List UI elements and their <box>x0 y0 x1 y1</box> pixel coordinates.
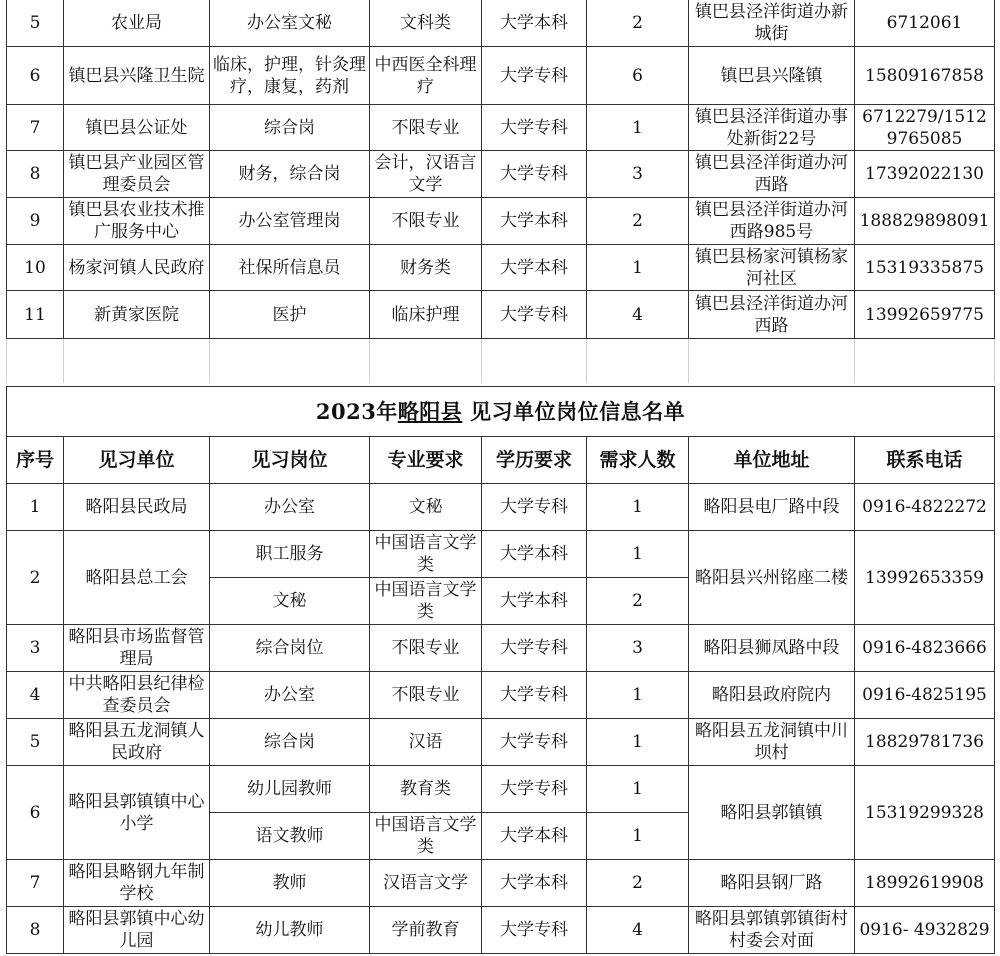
cell-count: 6 <box>587 47 689 105</box>
cell-no: 11 <box>7 291 64 339</box>
table-row <box>7 672 995 719</box>
header-count: 需求人数 <box>587 437 689 484</box>
lueyang-table <box>6 386 995 954</box>
cell-post: 文秘 <box>210 578 370 625</box>
cell-count: 1 <box>587 105 689 151</box>
cell-post: 临床，护理，针灸理疗，康复，药剂 <box>210 47 370 105</box>
cell-no: 9 <box>7 198 64 245</box>
cell-major: 中国语言文学类 <box>370 578 482 625</box>
cell-phone: 17392022130 <box>855 151 995 198</box>
cell-phone: 0916-4823666 <box>855 625 995 672</box>
cell-unit: 新黄家医院 <box>64 291 210 339</box>
cell-no: 6 <box>7 47 64 105</box>
cell-major: 文秘 <box>370 484 482 531</box>
title-year: 2023年 <box>315 398 398 424</box>
cell-no: 4 <box>7 672 64 719</box>
cell-edu: 大学专科 <box>482 766 587 813</box>
cell-post: 财务，综合岗 <box>210 151 370 198</box>
blank-cell <box>587 339 689 383</box>
cell-count: 1 <box>587 484 689 531</box>
table-row <box>7 198 995 245</box>
table-row <box>7 151 995 198</box>
cell-phone: 6712061 <box>855 0 995 47</box>
blank-cell <box>482 339 587 383</box>
cell-unit: 镇巴县兴隆卫生院 <box>64 47 210 105</box>
table-row <box>7 484 995 531</box>
blank-cell <box>210 339 370 383</box>
cell-unit: 杨家河镇人民政府 <box>64 245 210 291</box>
cell-no: 8 <box>7 151 64 198</box>
table-row <box>7 531 995 578</box>
cell-major: 文科类 <box>370 0 482 47</box>
cell-edu: 大学专科 <box>482 291 587 339</box>
cell-major: 临床护理 <box>370 291 482 339</box>
blank-cell <box>855 339 995 383</box>
cell-count: 2 <box>587 0 689 47</box>
cell-edu: 大学本科 <box>482 813 587 860</box>
cell-no: 6 <box>7 766 64 860</box>
header-edu: 学历要求 <box>482 437 587 484</box>
cell-count: 4 <box>587 291 689 339</box>
cell-unit: 略阳县郭镇中心幼儿园 <box>64 907 210 954</box>
cell-phone: 0916-4825195 <box>855 672 995 719</box>
cell-count: 2 <box>587 578 689 625</box>
header-row <box>7 437 995 484</box>
cell-major: 汉语言文学 <box>370 860 482 907</box>
table-title <box>7 387 995 437</box>
cell-edu: 大学本科 <box>482 245 587 291</box>
table-row <box>7 245 995 291</box>
cell-unit: 农业局 <box>64 0 210 47</box>
table-row <box>7 860 995 907</box>
cell-addr: 镇巴县泾洋街道办事处新街22号 <box>689 105 855 151</box>
cell-edu: 大学本科 <box>482 198 587 245</box>
blank-cell <box>370 339 482 383</box>
cell-count: 2 <box>587 198 689 245</box>
cell-addr: 镇巴县泾洋街道办河西路985号 <box>689 198 855 245</box>
header-no: 序号 <box>7 437 64 484</box>
cell-addr: 略阳县电厂路中段 <box>689 484 855 531</box>
cell-count: 3 <box>587 151 689 198</box>
cell-unit: 略阳县总工会 <box>64 531 210 625</box>
cell-phone: 0916-4822272 <box>855 484 995 531</box>
cell-phone: 18829781736 <box>855 719 995 766</box>
title-text: 见习单位岗位信息名单 <box>470 398 686 424</box>
cell-count: 1 <box>587 245 689 291</box>
table-row <box>7 0 995 47</box>
cell-major: 不限专业 <box>370 672 482 719</box>
cell-no: 7 <box>7 105 64 151</box>
blank-cell <box>689 339 855 383</box>
cell-major: 中国语言文学类 <box>370 531 482 578</box>
cell-unit: 镇巴县产业园区管理委员会 <box>64 151 210 198</box>
cell-no: 2 <box>7 531 64 625</box>
cell-unit: 镇巴县公证处 <box>64 105 210 151</box>
cell-major: 会计，汉语言文学 <box>370 151 482 198</box>
cell-phone: 15319299328 <box>855 766 995 860</box>
cell-edu: 大学本科 <box>482 531 587 578</box>
cell-major: 不限专业 <box>370 198 482 245</box>
cell-post: 幼儿教师 <box>210 907 370 954</box>
blank-cell <box>64 339 210 383</box>
header-unit: 见习单位 <box>64 437 210 484</box>
cell-no: 3 <box>7 625 64 672</box>
cell-addr: 略阳县狮凤路中段 <box>689 625 855 672</box>
blank-cell <box>7 339 64 383</box>
cell-edu: 大学本科 <box>482 0 587 47</box>
cell-phone: 18992619908 <box>855 860 995 907</box>
cell-post: 语文教师 <box>210 813 370 860</box>
cell-phone: 0916- 4932829 <box>855 907 995 954</box>
cell-major: 财务类 <box>370 245 482 291</box>
cell-phone: 13992653359 <box>855 531 995 625</box>
cell-major: 学前教育 <box>370 907 482 954</box>
table-row <box>7 47 995 105</box>
cell-no: 10 <box>7 245 64 291</box>
table-row <box>7 907 995 954</box>
cell-addr: 略阳县郭镇郭镇街村村委会对面 <box>689 907 855 954</box>
table-row <box>7 105 995 151</box>
cell-edu: 大学专科 <box>482 151 587 198</box>
cell-no: 7 <box>7 860 64 907</box>
cell-post: 办公室管理岗 <box>210 198 370 245</box>
cell-no: 1 <box>7 484 64 531</box>
cell-post: 办公室 <box>210 484 370 531</box>
cell-major: 汉语 <box>370 719 482 766</box>
blank-row <box>7 339 995 383</box>
table-row <box>7 766 995 813</box>
cell-addr: 镇巴县杨家河镇杨家河社区 <box>689 245 855 291</box>
cell-major: 不限专业 <box>370 625 482 672</box>
title-region: 略阳县 <box>397 398 463 424</box>
cell-unit: 镇巴县农业技术推广服务中心 <box>64 198 210 245</box>
cell-post: 医护 <box>210 291 370 339</box>
cell-phone: 6712279/15129765085 <box>855 105 995 151</box>
cell-addr: 镇巴县泾洋街道办河西路 <box>689 151 855 198</box>
cell-edu: 大学本科 <box>482 860 587 907</box>
cell-addr: 略阳县兴州铭座二楼 <box>689 531 855 625</box>
cell-edu: 大学专科 <box>482 625 587 672</box>
cell-count: 1 <box>587 672 689 719</box>
cell-post: 综合岗 <box>210 719 370 766</box>
cell-edu: 大学专科 <box>482 47 587 105</box>
cell-no: 5 <box>7 0 64 47</box>
cell-post: 职工服务 <box>210 531 370 578</box>
cell-count: 4 <box>587 907 689 954</box>
cell-count: 1 <box>587 766 689 813</box>
cell-edu: 大学专科 <box>482 672 587 719</box>
cell-phone: 15809167858 <box>855 47 995 105</box>
cell-count: 1 <box>587 531 689 578</box>
cell-post: 教师 <box>210 860 370 907</box>
cell-unit: 略阳县郭镇镇中心小学 <box>64 766 210 860</box>
zhenba-table <box>6 0 995 383</box>
cell-unit: 略阳县民政局 <box>64 484 210 531</box>
cell-addr: 略阳县钢厂路 <box>689 860 855 907</box>
cell-count: 3 <box>587 625 689 672</box>
cell-unit: 中共略阳县纪律检查委员会 <box>64 672 210 719</box>
table-row <box>7 719 995 766</box>
header-post: 见习岗位 <box>210 437 370 484</box>
cell-post: 幼儿园教师 <box>210 766 370 813</box>
cell-major: 不限专业 <box>370 105 482 151</box>
cell-no: 5 <box>7 719 64 766</box>
cell-post: 社保所信息员 <box>210 245 370 291</box>
cell-phone: 188829898091 <box>855 198 995 245</box>
cell-edu: 大学专科 <box>482 484 587 531</box>
cell-no: 8 <box>7 907 64 954</box>
header-addr: 单位地址 <box>689 437 855 484</box>
cell-addr: 略阳县郭镇镇 <box>689 766 855 860</box>
cell-unit: 略阳县略钢九年制学校 <box>64 860 210 907</box>
cell-major: 中西医全科理疗 <box>370 47 482 105</box>
cell-major: 教育类 <box>370 766 482 813</box>
cell-edu: 大学专科 <box>482 719 587 766</box>
cell-edu: 大学本科 <box>482 578 587 625</box>
header-major: 专业要求 <box>370 437 482 484</box>
cell-phone: 15319335875 <box>855 245 995 291</box>
cell-unit: 略阳县市场监督管理局 <box>64 625 210 672</box>
cell-count: 1 <box>587 813 689 860</box>
cell-post: 综合岗位 <box>210 625 370 672</box>
cell-unit: 略阳县五龙洞镇人民政府 <box>64 719 210 766</box>
cell-addr: 镇巴县泾洋街道办河西路 <box>689 291 855 339</box>
cell-post: 办公室 <box>210 672 370 719</box>
cell-addr: 略阳县政府院内 <box>689 672 855 719</box>
cell-post: 办公室文秘 <box>210 0 370 47</box>
cell-post: 综合岗 <box>210 105 370 151</box>
cell-addr: 略阳县五龙洞镇中川坝村 <box>689 719 855 766</box>
cell-phone: 13992659775 <box>855 291 995 339</box>
cell-count: 1 <box>587 719 689 766</box>
cell-addr: 镇巴县泾洋街道办新城街 <box>689 0 855 47</box>
cell-major: 中国语言文学类 <box>370 813 482 860</box>
cell-edu: 大学专科 <box>482 105 587 151</box>
table-row <box>7 291 995 339</box>
header-phone: 联系电话 <box>855 437 995 484</box>
cell-count: 2 <box>587 860 689 907</box>
cell-edu: 大学专科 <box>482 907 587 954</box>
cell-addr: 镇巴县兴隆镇 <box>689 47 855 105</box>
table-row <box>7 625 995 672</box>
